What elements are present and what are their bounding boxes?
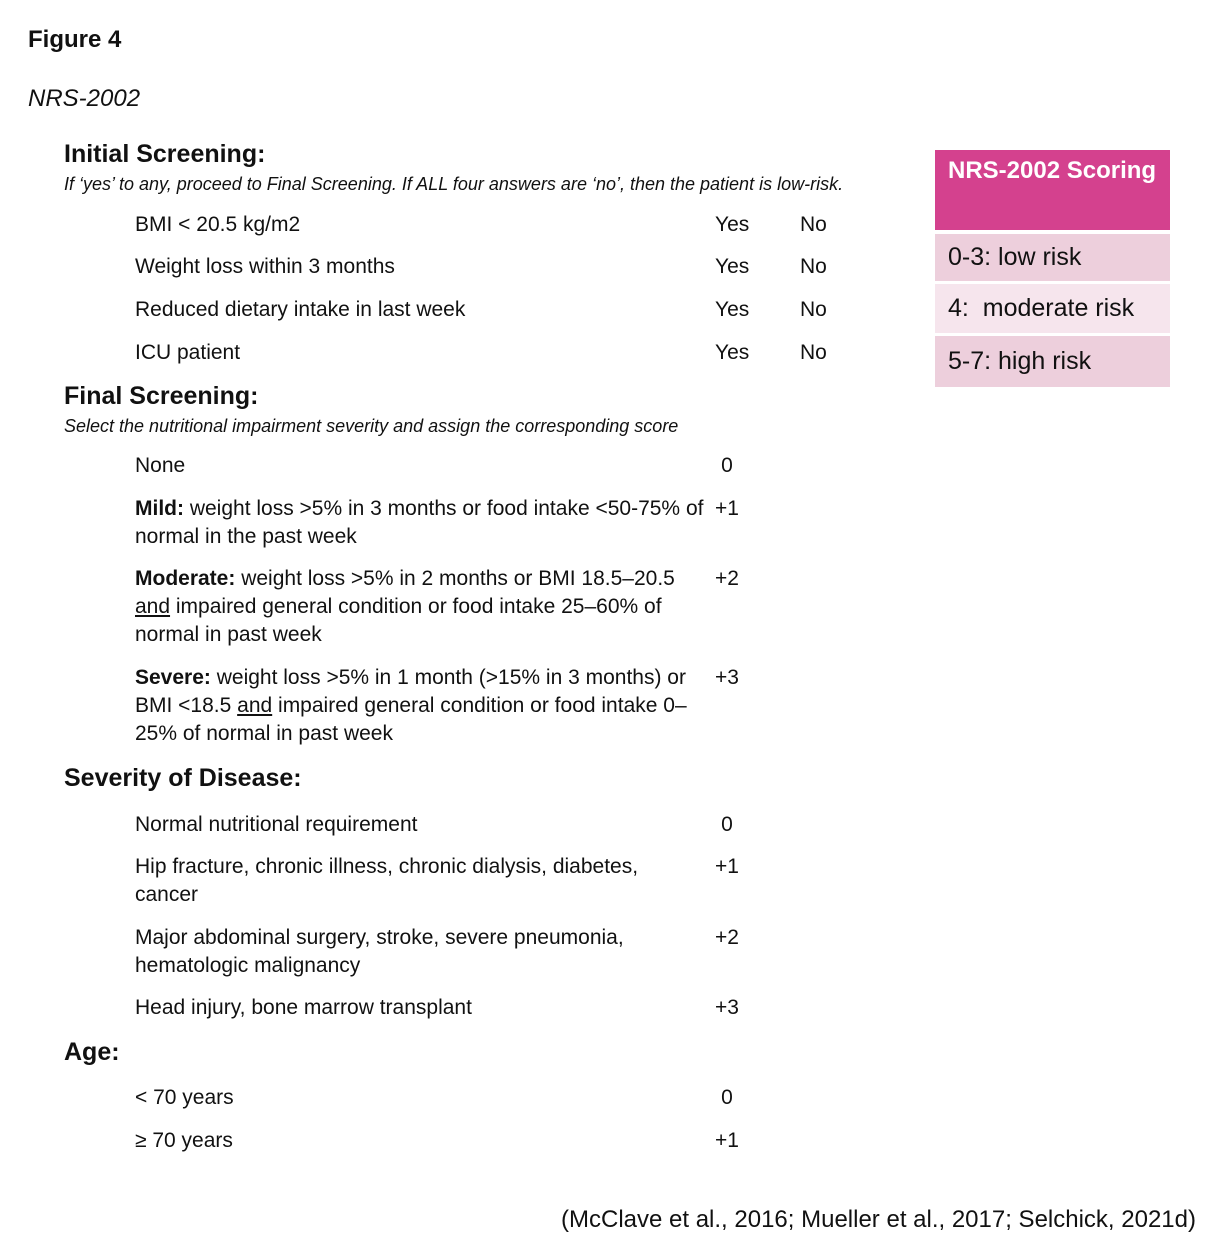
scoring-row-moderate [935,284,1170,333]
score-value: 0 [721,813,733,836]
final-item: Severe: weight loss >5% in 1 month (>15% in 3 months) or BMI <18.5 and impaired general condition or food intake 0–25% of normal in past week [135,666,687,745]
severity-item: Normal nutritional requirement [135,813,418,836]
final-screening-instruction: Select the nutritional impairment severity and assign the corresponding score [64,416,679,436]
initial-item: Weight loss within 3 months [135,255,395,278]
age-heading: Age: [64,1038,120,1066]
score-value: 0 [721,1086,733,1109]
no-option: No [800,213,827,236]
initial-screening-instruction: If ‘yes’ to any, proceed to Final Screening. If ALL four answers are ‘no’, then the patient is low-risk. [64,174,844,194]
scoring-row-label: 5-7: high risk [948,347,1092,375]
score-value: 0 [721,454,733,477]
severity-heading: Severity of Disease: [64,764,302,792]
score-value: +3 [715,666,739,689]
yes-option: Yes [715,341,750,364]
score-value: +3 [715,996,739,1019]
severity-item: Major abdominal surgery, stroke, severe pneumonia, hematologic malignancy [135,926,624,977]
score-value: +1 [715,855,739,878]
scoring-title: NRS-2002 Scoring [935,150,1170,230]
scoring-row-low [935,234,1170,281]
no-option: No [800,298,827,321]
scoring-row-high [935,336,1170,387]
final-item: None [135,454,186,477]
final-item: Mild: weight loss >5% in 3 months or food intake <50-75% of normal in the past week [135,497,704,548]
scoring-row-label: 0-3: low risk [948,243,1082,271]
yes-option: Yes [715,213,750,236]
yes-option: Yes [715,255,750,278]
age-item: ≥ 70 years [135,1129,233,1152]
figure-title: NRS-2002 [28,85,141,112]
initial-screening-heading: Initial Screening: [64,140,266,168]
final-item: Moderate: weight loss >5% in 2 months or BMI 18.5–20.5 and impaired general condition or food intake 25–60% of normal in past week [135,567,675,646]
severity-item: Head injury, bone marrow transplant [135,996,472,1019]
figure-label: Figure 4 [28,26,122,53]
initial-item: Reduced dietary intake in last week [135,298,466,321]
citation: (McClave et al., 2016; Mueller et al., 2017; Selchick, 2021d) [561,1206,1196,1233]
score-value: +1 [715,497,739,520]
yes-option: Yes [715,298,750,321]
score-value: +1 [715,1129,739,1152]
score-value: +2 [715,567,739,590]
no-option: No [800,255,827,278]
severity-item: Hip fracture, chronic illness, chronic dialysis, diabetes, cancer [135,855,639,906]
score-value: +2 [715,926,739,949]
final-screening-heading: Final Screening: [64,382,259,410]
scoring-row-label: 4: moderate risk [948,294,1135,322]
age-item: < 70 years [135,1086,234,1109]
initial-item: ICU patient [135,341,241,364]
no-option: No [800,341,827,364]
initial-item: BMI < 20.5 kg/m2 [135,213,301,236]
